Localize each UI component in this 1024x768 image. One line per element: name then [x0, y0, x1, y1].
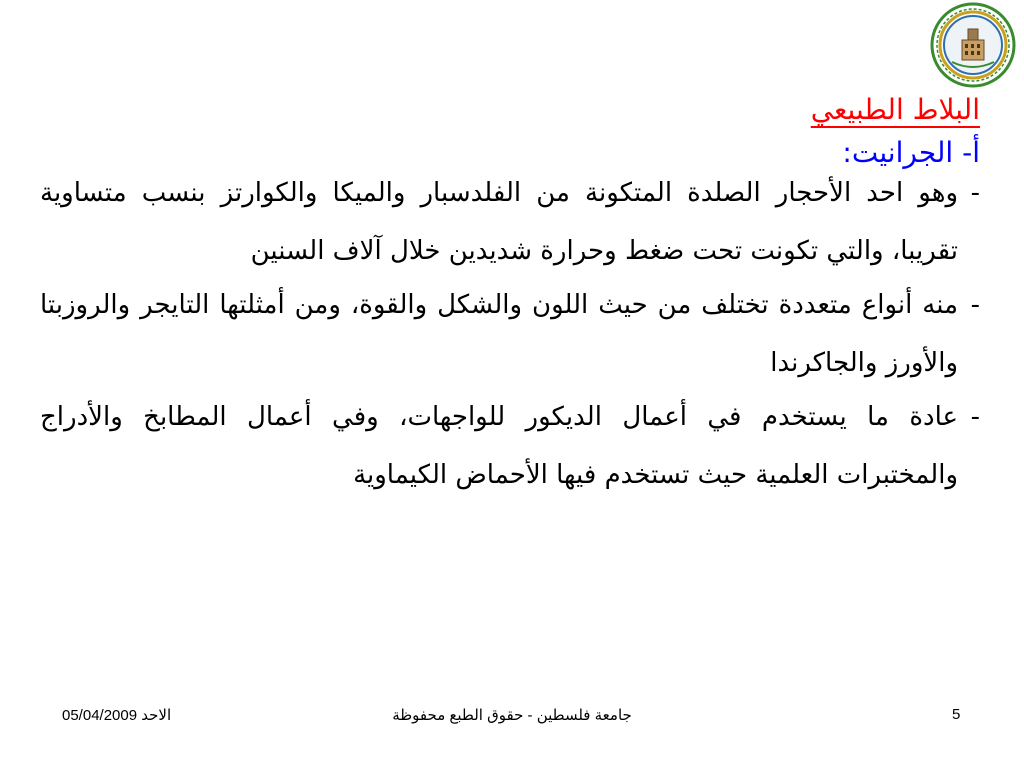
bullet-item [40, 276, 980, 392]
bullet-text: وهو احد الأحجار الصلدة المتكونة من الفلدسبار والميكا والكوارتز بنسب متساوية تقريبا، والتي تكونت تحت ضغط وحرارة شديدين خلال آلاف السنين [40, 178, 958, 266]
slide-title: البلاط الطبيعي [810, 93, 980, 126]
bullet-marker: - [970, 402, 980, 432]
page-number: 5 [952, 706, 961, 723]
university-logo-icon [930, 2, 1016, 88]
footer-copyright: جامعة فلسطين - حقوق الطبع محفوظة [392, 707, 632, 724]
slide-content [40, 90, 980, 504]
bullet-marker: - [970, 290, 980, 320]
bullet-item [40, 164, 980, 280]
footer-date: الاحد 05/04/2009 [62, 707, 172, 724]
section-subtitle: أ- الجرانيت: [842, 136, 980, 169]
bullet-item [40, 388, 980, 504]
bullet-text: عادة ما يستخدم في أعمال الديكور للواجهات، وفي أعمال المطابخ والأدراج والمختبرات العلمية حيث تستخدم فيها الأحماض الكيماوية [40, 402, 958, 490]
bullet-text: منه أنواع متعددة تختلف من حيث اللون والشكل والقوة، ومن أمثلتها التايجر والروزبتا والأورز والجاكرندا [40, 290, 958, 378]
bullet-marker: - [970, 178, 980, 208]
